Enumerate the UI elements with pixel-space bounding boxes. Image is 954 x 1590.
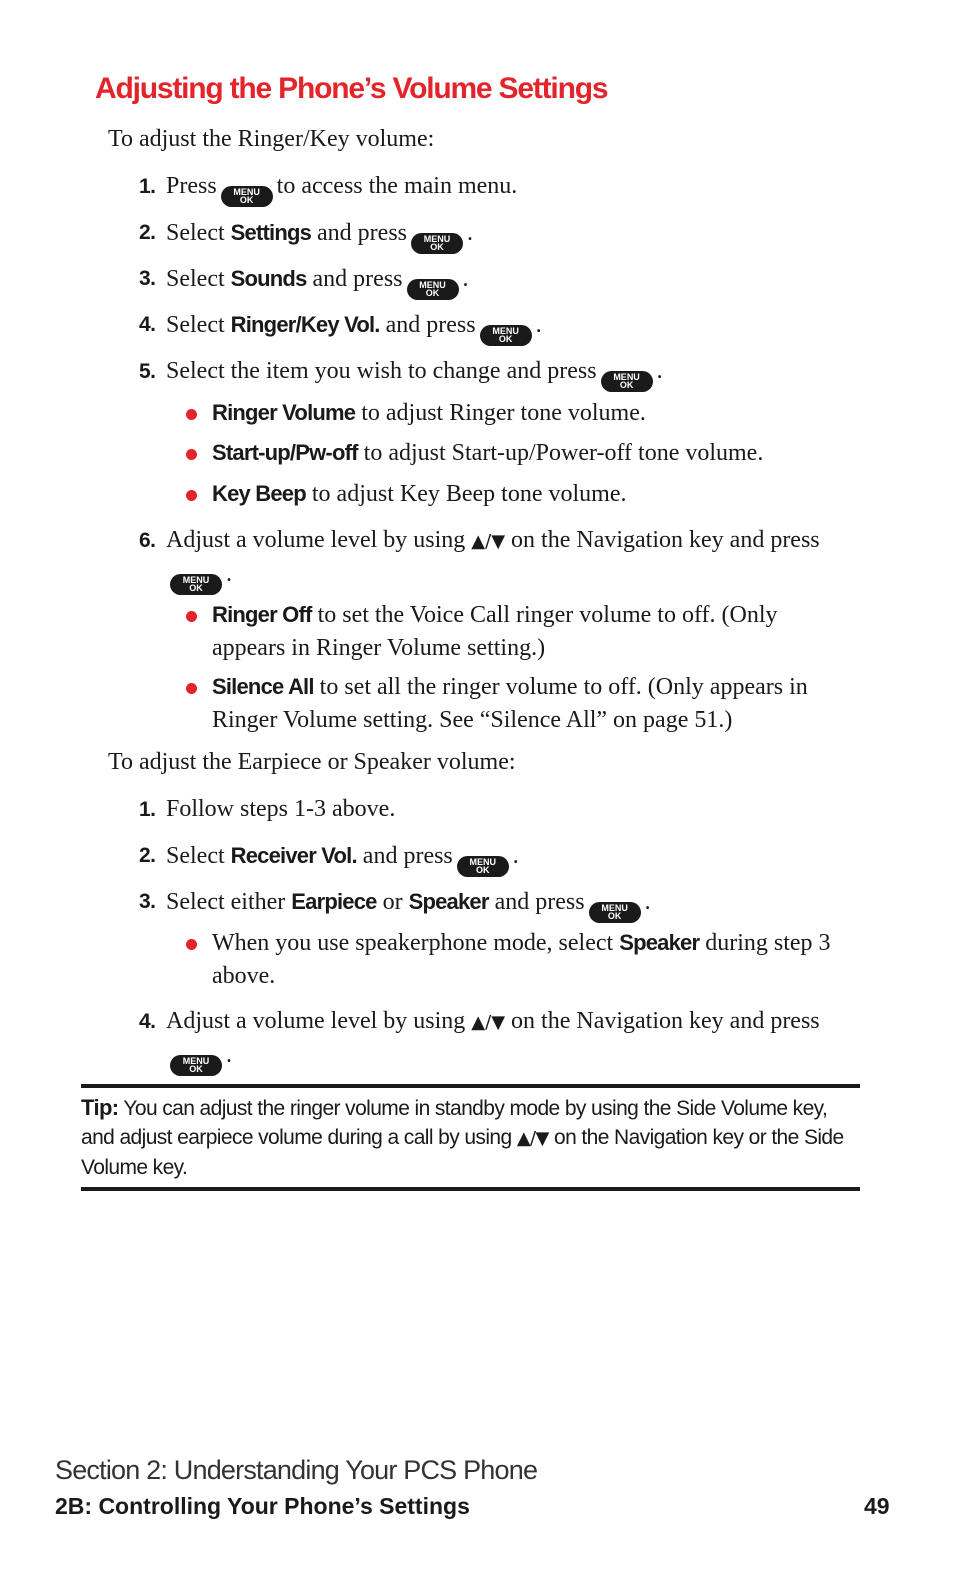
step-text: and press [362, 843, 453, 869]
bullet-startup-pwoff [186, 436, 846, 470]
step-text: Press [166, 173, 217, 199]
step-number: 1. [139, 798, 156, 821]
ringer-step-3: 3. Select Sounds and press MENU OK . [139, 262, 854, 300]
bullet-dot-icon [186, 490, 197, 501]
bullet-speakerphone-mode [186, 926, 846, 993]
earpiece-step-4: 4. Adjust a volume level by using ▲/▼ on the Navigation key and press MENU OK . [139, 1005, 854, 1076]
bullet-dot-icon [186, 683, 197, 694]
step-text: Select [166, 843, 225, 869]
ringer-intro: To adjust the Ringer/Key volume: [108, 126, 435, 152]
step-text: to access the main menu. [276, 173, 518, 199]
earpiece-step-1 [139, 793, 854, 826]
option-text: When you use speakerphone mode, select [212, 930, 614, 956]
tip-label: Tip: [81, 1095, 119, 1120]
bullet-ringer-off [186, 598, 846, 665]
step-text: on the Navigation key and press [511, 527, 820, 553]
step-text: Select [166, 220, 225, 246]
option-name: Ringer Off [212, 602, 312, 627]
bullet-dot-icon [186, 611, 197, 622]
menu-ok-key-icon: MENU OK [589, 902, 641, 923]
menu-ok-key-icon: MENU OK [601, 371, 653, 392]
option-name: Ringer Volume [212, 400, 356, 425]
menu-ok-key-icon: MENU OK [480, 325, 532, 346]
menu-ok-key-icon: MENU OK [411, 233, 463, 254]
menu-ok-key-icon: MENU OK [170, 1055, 222, 1076]
step-number: 5. [139, 360, 156, 383]
footer-chapter-title: 2B: Controlling Your Phone’s Settings [55, 1493, 470, 1519]
option-name: Key Beep [212, 481, 306, 506]
option-text: to set all the ringer volume to off. (Only appears in Ringer Volume setting. See “Silence All” on page 51.) [212, 674, 808, 733]
option-text: to adjust Start-up/Power-off tone volume. [363, 440, 764, 466]
option-name: Start-up/Pw-off [212, 440, 358, 465]
step-text: and press [385, 312, 476, 338]
earpiece-step-3: 3. Select either Earpiece or Speaker and press MENU OK . [139, 885, 854, 923]
menu-ok-key-icon: MENU OK [457, 856, 509, 877]
bullet-dot-icon [186, 449, 197, 460]
menu-ok-key-icon: MENU OK [407, 279, 459, 300]
step-text: Select the item you wish to change and press [166, 358, 597, 384]
step-text: or [382, 889, 403, 915]
step-text: and press [312, 266, 403, 292]
option-name: Silence All [212, 674, 314, 699]
step-number: 2. [139, 844, 156, 867]
bullet-silence-all [186, 670, 846, 737]
step-number: 4. [139, 1010, 156, 1033]
step-number: 6. [139, 529, 156, 552]
bullet-dot-icon [186, 409, 197, 420]
step-text: Follow steps 1-3 above. [166, 796, 396, 822]
step-text: and press [494, 889, 585, 915]
step-text: on the Navigation key and press [511, 1008, 820, 1034]
up-down-arrow-icon: ▲/▼ [516, 1128, 549, 1149]
menu-ok-key-icon: MENU OK [221, 186, 273, 207]
option-text: to adjust Key Beep tone volume. [311, 481, 627, 507]
step-text: Adjust a volume level by using [166, 527, 466, 553]
step-number: 1. [139, 175, 156, 198]
page-title: Adjusting the Phone’s Volume Settings [95, 72, 608, 105]
step-text: Select [166, 266, 225, 292]
step-number: 3. [139, 267, 156, 290]
step-text: and press [317, 220, 408, 246]
ringer-step-4: 4. Select Ringer/Key Vol. and press MENU OK . [139, 308, 854, 346]
step-text: Select either [166, 889, 286, 915]
tip-box [81, 1084, 860, 1191]
step-number: 2. [139, 221, 156, 244]
bullet-dot-icon [186, 939, 197, 950]
step-text: Select [166, 312, 225, 338]
tip-text: Tip: You can adjust the ringer volume in standby mode by using the Side Volume key, and adjust earpiece volume during a call by using ▲/▼ on the Navigation key or the Side Volume key. [81, 1095, 844, 1179]
earpiece-step-2: 2. Select Receiver Vol. and press MENU OK . [139, 839, 854, 877]
menu-name-ringer-key-vol: Ringer/Key Vol. [230, 312, 380, 337]
menu-name-receiver-vol: Receiver Vol. [230, 843, 357, 868]
option-text: to adjust Ringer tone volume. [361, 400, 646, 426]
step-number: 4. [139, 313, 156, 336]
step-number: 3. [139, 890, 156, 913]
page-number: 49 [864, 1493, 890, 1519]
menu-name-sounds: Sounds [230, 266, 307, 291]
up-down-arrow-icon: ▲/▼ [471, 1012, 506, 1033]
ringer-step-5: 5. Select the item you wish to change and press MENU OK . [139, 355, 854, 392]
ringer-step-6: 6. Adjust a volume level by using ▲/▼ on the Navigation key and press MENU OK . [139, 524, 854, 595]
bullet-key-beep [186, 477, 846, 511]
earpiece-intro: To adjust the Earpiece or Speaker volume: [108, 749, 516, 775]
option-name: Speaker [619, 930, 700, 955]
bullet-ringer-volume [186, 396, 846, 430]
ringer-step-2: 2. Select Settings and press MENU OK . [139, 216, 854, 254]
ringer-step-1 [139, 170, 854, 207]
menu-name-settings: Settings [230, 220, 312, 245]
menu-name-earpiece: Earpiece [291, 889, 377, 914]
up-down-arrow-icon: ▲/▼ [471, 531, 506, 552]
menu-name-speaker: Speaker [408, 889, 489, 914]
option-text: during step 3 above. [212, 930, 831, 989]
menu-ok-key-icon: MENU OK [170, 574, 222, 595]
option-text: to set the Voice Call ringer volume to off. (Only appears in Ringer Volume setting.) [212, 602, 778, 661]
step-text: Adjust a volume level by using [166, 1008, 466, 1034]
footer-section-title: Section 2: Understanding Your PCS Phone [55, 1455, 538, 1485]
